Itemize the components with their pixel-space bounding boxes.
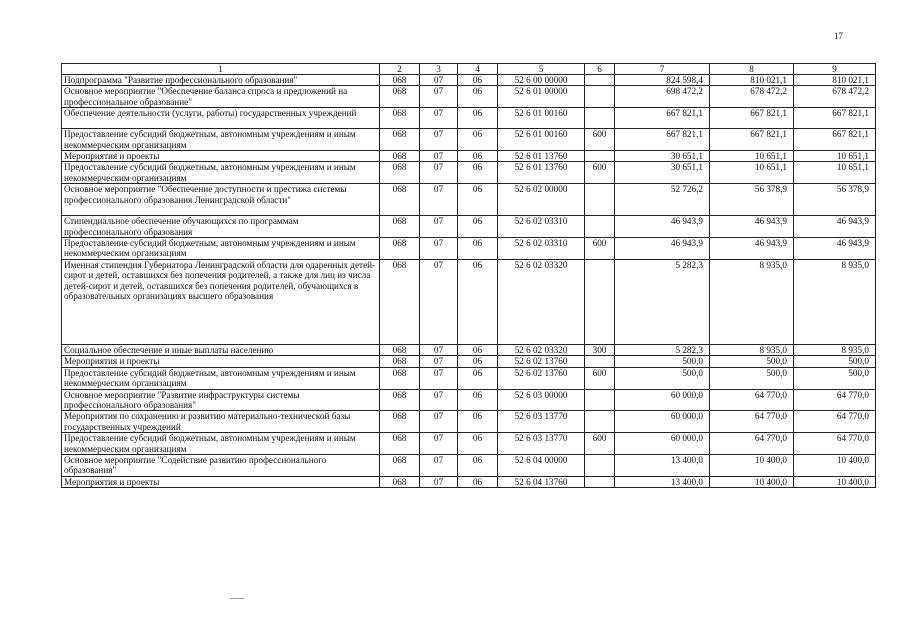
cell-col-9: 10 400,0 bbox=[794, 476, 876, 487]
cell-col-7: 52 726,2 bbox=[615, 184, 710, 216]
cell-col-2: 068 bbox=[380, 129, 420, 151]
cell-col-7: 500,0 bbox=[615, 356, 710, 367]
cell-col-7: 60 000,0 bbox=[615, 433, 710, 455]
cell-col-7: 5 282,3 bbox=[615, 344, 710, 355]
cell-col-4: 06 bbox=[458, 108, 498, 129]
cell-col-8: 810 021,1 bbox=[710, 75, 794, 86]
cell-col-7: 46 943,9 bbox=[615, 216, 710, 238]
col-header-6: 6 bbox=[585, 64, 615, 75]
cell-col-6: 600 bbox=[585, 433, 615, 455]
cell-col-2: 068 bbox=[380, 184, 420, 216]
cell-col-4: 06 bbox=[458, 367, 498, 389]
cell-col-8: 667 821,1 bbox=[710, 129, 794, 151]
cell-col-3: 07 bbox=[420, 86, 458, 108]
footer-dash bbox=[230, 598, 244, 599]
table-row bbox=[62, 433, 876, 455]
col-header-7: 7 bbox=[615, 64, 710, 75]
col-header-9: 9 bbox=[794, 64, 876, 75]
cell-col-5: 52 6 02 13760 bbox=[498, 367, 585, 389]
table-row bbox=[62, 216, 876, 238]
cell-col-6 bbox=[585, 259, 615, 344]
cell-col-9: 46 943,9 bbox=[794, 216, 876, 238]
cell-col-4: 06 bbox=[458, 75, 498, 86]
cell-col-2: 068 bbox=[380, 433, 420, 455]
cell-col-6 bbox=[585, 86, 615, 108]
table-row bbox=[62, 108, 876, 129]
cell-col-3: 07 bbox=[420, 238, 458, 260]
cell-col-4: 06 bbox=[458, 344, 498, 355]
cell-col-8: 10 400,0 bbox=[710, 454, 794, 476]
cell-col-6 bbox=[585, 454, 615, 476]
table-row bbox=[62, 476, 876, 487]
cell-col-3: 07 bbox=[420, 162, 458, 184]
cell-col-5: 52 6 01 13760 bbox=[498, 162, 585, 184]
cell-col-4: 06 bbox=[458, 129, 498, 151]
cell-col-3: 07 bbox=[420, 356, 458, 367]
cell-col-5: 52 6 02 13760 bbox=[498, 356, 585, 367]
table-row bbox=[62, 75, 876, 86]
table-row bbox=[62, 454, 876, 476]
row-name-cell: Предоставление субсидий бюджетным, автономным учреждениям и иным некоммерческим организациям bbox=[62, 433, 380, 455]
cell-col-7: 30 651,1 bbox=[615, 151, 710, 162]
row-name-cell: Предоставление субсидий бюджетным, автономным учреждениям и иным некоммерческим организациям bbox=[62, 238, 380, 260]
col-header-2: 2 bbox=[380, 64, 420, 75]
cell-col-8: 678 472,2 bbox=[710, 86, 794, 108]
row-name-cell: Предоставление субсидий бюджетным, автономным учреждениям и иным некоммерческим организациям bbox=[62, 129, 380, 151]
cell-col-4: 06 bbox=[458, 356, 498, 367]
row-name-cell: Предоставление субсидий бюджетным, автономным учреждениям и иным некоммерческим организациям bbox=[62, 367, 380, 389]
row-name-cell: Стипендиальное обеспечение обучающихся по программам профессионального образования bbox=[62, 216, 380, 238]
cell-col-9: 64 770,0 bbox=[794, 389, 876, 411]
cell-col-6 bbox=[585, 75, 615, 86]
cell-col-2: 068 bbox=[380, 238, 420, 260]
cell-col-3: 07 bbox=[420, 216, 458, 238]
table-row bbox=[62, 344, 876, 355]
cell-col-3: 07 bbox=[420, 476, 458, 487]
cell-col-3: 07 bbox=[420, 411, 458, 433]
cell-col-8: 8 935,0 bbox=[710, 259, 794, 344]
cell-col-4: 06 bbox=[458, 184, 498, 216]
cell-col-2: 068 bbox=[380, 356, 420, 367]
cell-col-2: 068 bbox=[380, 216, 420, 238]
col-header-8: 8 bbox=[710, 64, 794, 75]
page-number: 17 bbox=[834, 31, 843, 41]
cell-col-2: 068 bbox=[380, 108, 420, 129]
cell-col-4: 06 bbox=[458, 411, 498, 433]
cell-col-7: 46 943,9 bbox=[615, 238, 710, 260]
cell-col-3: 07 bbox=[420, 259, 458, 344]
cell-col-9: 500,0 bbox=[794, 367, 876, 389]
cell-col-9: 64 770,0 bbox=[794, 411, 876, 433]
cell-col-6: 600 bbox=[585, 129, 615, 151]
cell-col-8: 64 770,0 bbox=[710, 411, 794, 433]
cell-col-5: 52 6 04 13760 bbox=[498, 476, 585, 487]
cell-col-6 bbox=[585, 108, 615, 129]
cell-col-9: 810 021,1 bbox=[794, 75, 876, 86]
cell-col-3: 07 bbox=[420, 389, 458, 411]
cell-col-7: 500,0 bbox=[615, 367, 710, 389]
cell-col-7: 30 651,1 bbox=[615, 162, 710, 184]
row-name-cell: Предоставление субсидий бюджетным, автономным учреждениям и иным некоммерческим организациям bbox=[62, 162, 380, 184]
cell-col-8: 10 651,1 bbox=[710, 162, 794, 184]
col-header-1: 1 bbox=[62, 64, 380, 75]
cell-col-6 bbox=[585, 411, 615, 433]
cell-col-8: 46 943,9 bbox=[710, 216, 794, 238]
cell-col-9: 667 821,1 bbox=[794, 129, 876, 151]
col-header-4: 4 bbox=[458, 64, 498, 75]
cell-col-5: 52 6 02 00000 bbox=[498, 184, 585, 216]
cell-col-5: 52 6 02 03310 bbox=[498, 238, 585, 260]
cell-col-8: 64 770,0 bbox=[710, 433, 794, 455]
cell-col-2: 068 bbox=[380, 344, 420, 355]
cell-col-2: 068 bbox=[380, 86, 420, 108]
cell-col-7: 824 598,4 bbox=[615, 75, 710, 86]
cell-col-3: 07 bbox=[420, 184, 458, 216]
row-name-cell: Мероприятия и проекты bbox=[62, 356, 380, 367]
cell-col-9: 10 651,1 bbox=[794, 162, 876, 184]
cell-col-8: 10 400,0 bbox=[710, 476, 794, 487]
cell-col-3: 07 bbox=[420, 367, 458, 389]
cell-col-7: 667 821,1 bbox=[615, 129, 710, 151]
cell-col-3: 07 bbox=[420, 75, 458, 86]
header-row bbox=[62, 64, 876, 75]
cell-col-5: 52 6 01 00160 bbox=[498, 108, 585, 129]
cell-col-8: 667 821,1 bbox=[710, 108, 794, 129]
cell-col-9: 8 935,0 bbox=[794, 259, 876, 344]
row-name-cell: Основное мероприятие "Развитие инфраструктуры системы профессионального образования" bbox=[62, 389, 380, 411]
table-row bbox=[62, 356, 876, 367]
cell-col-6 bbox=[585, 476, 615, 487]
cell-col-5: 52 6 00 00000 bbox=[498, 75, 585, 86]
row-name-cell: Основное мероприятие "Обеспечение доступности и престижа системы профессионального образования Ленинградской области" bbox=[62, 184, 380, 216]
budget-table bbox=[61, 63, 876, 488]
cell-col-6: 600 bbox=[585, 162, 615, 184]
cell-col-2: 068 bbox=[380, 151, 420, 162]
table-row bbox=[62, 184, 876, 216]
cell-col-5: 52 6 02 03310 bbox=[498, 216, 585, 238]
cell-col-8: 46 943,9 bbox=[710, 238, 794, 260]
cell-col-5: 52 6 03 00000 bbox=[498, 389, 585, 411]
cell-col-5: 52 6 02 03320 bbox=[498, 344, 585, 355]
cell-col-8: 8 935,0 bbox=[710, 344, 794, 355]
cell-col-6: 300 bbox=[585, 344, 615, 355]
cell-col-3: 07 bbox=[420, 433, 458, 455]
cell-col-6 bbox=[585, 216, 615, 238]
row-name-cell: Социальное обеспечение и иные выплаты населению bbox=[62, 344, 380, 355]
cell-col-7: 13 400,0 bbox=[615, 476, 710, 487]
cell-col-9: 8 935,0 bbox=[794, 344, 876, 355]
cell-col-6 bbox=[585, 184, 615, 216]
cell-col-5: 52 6 02 03320 bbox=[498, 259, 585, 344]
cell-col-9: 46 943,9 bbox=[794, 238, 876, 260]
row-name-cell: Именная стипендия Губернатора Ленинградской области для одаренных детей-сирот и детей, оставшихся без попечения родителей, а также для лиц из числа детей-сирот и детей, оставшихся без попечения родителей, обучающихся в образовательных организациях высшего образования bbox=[62, 259, 380, 344]
cell-col-9: 500,0 bbox=[794, 356, 876, 367]
table-row bbox=[62, 86, 876, 108]
cell-col-2: 068 bbox=[380, 411, 420, 433]
cell-col-4: 06 bbox=[458, 216, 498, 238]
cell-col-9: 667 821,1 bbox=[794, 108, 876, 129]
cell-col-7: 667 821,1 bbox=[615, 108, 710, 129]
cell-col-4: 06 bbox=[458, 238, 498, 260]
row-name-cell: Основное мероприятие "Обеспечение баланса спроса и предложений на профессиональное образование" bbox=[62, 86, 380, 108]
table-row bbox=[62, 259, 876, 344]
cell-col-5: 52 6 01 00000 bbox=[498, 86, 585, 108]
cell-col-3: 07 bbox=[420, 129, 458, 151]
cell-col-9: 678 472,2 bbox=[794, 86, 876, 108]
cell-col-8: 10 651,1 bbox=[710, 151, 794, 162]
cell-col-4: 06 bbox=[458, 476, 498, 487]
cell-col-4: 06 bbox=[458, 162, 498, 184]
cell-col-2: 068 bbox=[380, 389, 420, 411]
cell-col-2: 068 bbox=[380, 454, 420, 476]
cell-col-2: 068 bbox=[380, 162, 420, 184]
cell-col-5: 52 6 04 00000 bbox=[498, 454, 585, 476]
col-header-5: 5 bbox=[498, 64, 585, 75]
table-row bbox=[62, 411, 876, 433]
cell-col-2: 068 bbox=[380, 476, 420, 487]
cell-col-3: 07 bbox=[420, 344, 458, 355]
table-row bbox=[62, 389, 876, 411]
cell-col-3: 07 bbox=[420, 454, 458, 476]
cell-col-4: 06 bbox=[458, 86, 498, 108]
table-row bbox=[62, 238, 876, 260]
cell-col-8: 500,0 bbox=[710, 356, 794, 367]
col-header-3: 3 bbox=[420, 64, 458, 75]
cell-col-4: 06 bbox=[458, 259, 498, 344]
cell-col-5: 52 6 01 13760 bbox=[498, 151, 585, 162]
cell-col-6: 600 bbox=[585, 367, 615, 389]
cell-col-2: 068 bbox=[380, 367, 420, 389]
cell-col-8: 64 770,0 bbox=[710, 389, 794, 411]
row-name-cell: Основное мероприятие "Содействие развитию профессионального образования" bbox=[62, 454, 380, 476]
cell-col-6 bbox=[585, 151, 615, 162]
cell-col-3: 07 bbox=[420, 108, 458, 129]
row-name-cell: Подпрограмма "Развитие профессионального образования" bbox=[62, 75, 380, 86]
cell-col-8: 56 378,9 bbox=[710, 184, 794, 216]
cell-col-9: 10 400,0 bbox=[794, 454, 876, 476]
cell-col-5: 52 6 03 13770 bbox=[498, 411, 585, 433]
cell-col-7: 60 000,0 bbox=[615, 411, 710, 433]
cell-col-9: 10 651,1 bbox=[794, 151, 876, 162]
cell-col-4: 06 bbox=[458, 433, 498, 455]
cell-col-6 bbox=[585, 389, 615, 411]
cell-col-7: 60 000,0 bbox=[615, 389, 710, 411]
cell-col-9: 64 770,0 bbox=[794, 433, 876, 455]
row-name-cell: Мероприятия и проекты bbox=[62, 476, 380, 487]
table-row bbox=[62, 367, 876, 389]
cell-col-9: 56 378,9 bbox=[794, 184, 876, 216]
row-name-cell: Мероприятия по сохранению и развитию материально-технической базы государственных учреждений bbox=[62, 411, 380, 433]
cell-col-4: 06 bbox=[458, 151, 498, 162]
row-name-cell: Мероприятия и проекты bbox=[62, 151, 380, 162]
cell-col-7: 698 472,2 bbox=[615, 86, 710, 108]
cell-col-3: 07 bbox=[420, 151, 458, 162]
table-row bbox=[62, 151, 876, 162]
cell-col-8: 500,0 bbox=[710, 367, 794, 389]
cell-col-7: 13 400,0 bbox=[615, 454, 710, 476]
cell-col-4: 06 bbox=[458, 454, 498, 476]
cell-col-2: 068 bbox=[380, 75, 420, 86]
cell-col-7: 5 282,3 bbox=[615, 259, 710, 344]
row-name-cell: Обеспечение деятельности (услуги, работы) государственных учреждений bbox=[62, 108, 380, 129]
cell-col-2: 068 bbox=[380, 259, 420, 344]
table-row bbox=[62, 162, 876, 184]
cell-col-5: 52 6 03 13770 bbox=[498, 433, 585, 455]
cell-col-5: 52 6 01 00160 bbox=[498, 129, 585, 151]
cell-col-6 bbox=[585, 356, 615, 367]
cell-col-6: 600 bbox=[585, 238, 615, 260]
cell-col-4: 06 bbox=[458, 389, 498, 411]
table-row bbox=[62, 129, 876, 151]
